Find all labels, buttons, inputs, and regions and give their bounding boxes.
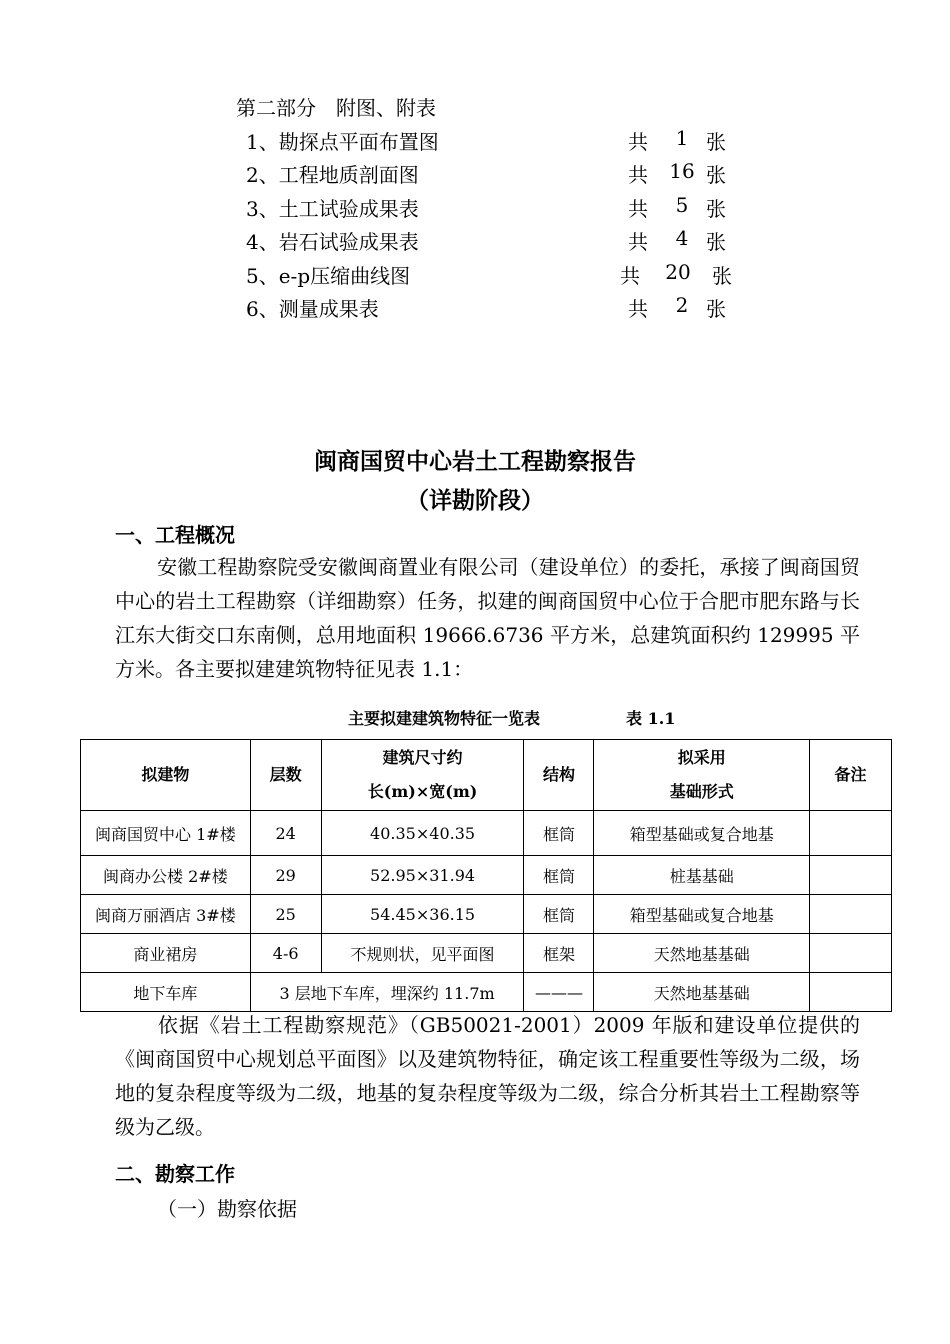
cell-floors: 25 (250, 895, 321, 934)
appendix-item (246, 260, 746, 290)
section-heading: 二、勘察工作 (115, 1162, 235, 1186)
cell-building: 商业裙房 (81, 934, 251, 973)
header-size (321, 740, 524, 811)
report-subtitle: （详勘阶段） (406, 487, 544, 514)
cell-size: 不规则状，见平面图 (321, 934, 524, 973)
appendix-item-unit: 张 (706, 297, 726, 321)
appendix-item-prefix: 共 (628, 130, 648, 154)
header-size-line1: 建筑尺寸约 (382, 748, 463, 767)
appendix-item (246, 126, 746, 156)
subsection-heading: （一）勘察依据 (157, 1197, 297, 1221)
table-row (81, 934, 892, 973)
header-size-line2: 长(m)×宽(m) (367, 782, 478, 801)
paragraph-basis-text: 依据《岩土工程勘察规范》（GB50021-2001）2009 年版和建设单位提供的《闽商国贸中心规划总平面图》以及建筑物特征，确定该工程重要性等级为二级，场地的复杂程度等级为二级，地基的复杂程度等级为二级，综合分析其岩土工程勘察等级为乙级。 (115, 1013, 860, 1139)
appendix-heading: 第二部分 附图、附表 (236, 96, 436, 120)
appendix-item-name: 1、勘探点平面布置图 (246, 130, 439, 154)
cell-structure: 框筒 (524, 895, 594, 934)
cell-structure: 框筒 (524, 811, 594, 856)
cell-floors: 4-6 (250, 934, 321, 973)
cell-remarks (810, 934, 892, 973)
header-building: 拟建物 (81, 740, 251, 811)
header-remarks: 备注 (810, 740, 892, 811)
cell-building: 闽商万丽酒店 3#楼 (81, 895, 251, 934)
cell-foundation: 天然地基基础 (594, 973, 810, 1012)
cell-structure: 框筒 (524, 856, 594, 895)
cell-remarks (810, 895, 892, 934)
table-row (81, 973, 892, 1012)
paragraph-overview (115, 550, 860, 686)
appendix-item-prefix: 共 (620, 264, 640, 288)
appendix-item-prefix: 共 (628, 297, 648, 321)
appendix-item (246, 193, 746, 223)
table-row (81, 811, 892, 856)
cell-building: 闽商办公楼 2#楼 (81, 856, 251, 895)
cell-structure-dash: ——— (524, 973, 594, 1012)
cell-size: 54.45×36.15 (321, 895, 524, 934)
appendix-item-name: 3、土工试验成果表 (246, 197, 419, 221)
appendix-item-count: 4 (675, 226, 689, 250)
appendix-item-name: 6、测量成果表 (246, 297, 379, 321)
table-row (81, 856, 892, 895)
appendix-item-name: 2、工程地质剖面图 (246, 163, 419, 187)
cell-remarks (810, 856, 892, 895)
appendix-item-unit: 张 (706, 130, 726, 154)
table-header-row (81, 740, 892, 811)
table-caption: 主要拟建建筑物特征一览表 (348, 709, 541, 728)
appendix-item-count: 5 (675, 193, 689, 217)
appendix-item-prefix: 共 (628, 230, 648, 254)
appendix-item (246, 293, 746, 323)
report-title: 闽商国贸中心岩土工程勘察报告 (314, 448, 636, 475)
cell-size: 52.95×31.94 (321, 856, 524, 895)
buildings-table (80, 739, 892, 1012)
cell-building: 地下车库 (81, 973, 251, 1012)
appendix-item-unit: 张 (706, 163, 726, 187)
appendix-item-count: 16 (669, 159, 695, 183)
appendix-item-unit: 张 (706, 197, 726, 221)
appendix-item (246, 159, 746, 189)
appendix-item-unit: 张 (712, 264, 732, 288)
header-foundation (594, 740, 810, 811)
cell-size: 40.35×40.35 (321, 811, 524, 856)
appendix-item (246, 226, 746, 256)
section-heading: 一、工程概况 (115, 523, 235, 547)
paragraph-overview-text: 安徽工程勘察院受安徽闽商置业有限公司（建设单位）的委托，承接了闽商国贸中心的岩土工程勘察（详细勘察）任务，拟建的闽商国贸中心位于合肥市肥东路与长江东大街交口东南侧，总用地面积 19666.6736 平方米，总建筑面积约 129995 平方米。各主要拟建建筑物特征见表 1.1： (115, 555, 860, 681)
cell-merged: 3 层地下车库，埋深约 11.7m (250, 973, 524, 1012)
header-floors: 层数 (250, 740, 321, 811)
appendix-item-count: 20 (665, 260, 691, 284)
appendix-item-prefix: 共 (628, 163, 648, 187)
appendix-item-name: 5、e-p压缩曲线图 (246, 264, 411, 288)
header-foundation-line2: 基础形式 (669, 782, 734, 801)
cell-remarks (810, 811, 892, 856)
table-row (81, 895, 892, 934)
header-structure: 结构 (524, 740, 594, 811)
cell-floors: 29 (250, 856, 321, 895)
cell-building: 闽商国贸中心 1#楼 (81, 811, 251, 856)
appendix-item-prefix: 共 (628, 197, 648, 221)
appendix-item-name: 4、岩石试验成果表 (246, 230, 419, 254)
cell-floors: 24 (250, 811, 321, 856)
paragraph-basis (115, 1008, 860, 1144)
cell-foundation: 天然地基基础 (594, 934, 810, 973)
cell-foundation: 箱型基础或复合地基 (594, 811, 810, 856)
cell-remarks (810, 973, 892, 1012)
table-number: 表 1.1 (626, 709, 676, 728)
cell-structure: 框架 (524, 934, 594, 973)
appendix-item-unit: 张 (706, 230, 726, 254)
header-foundation-line1: 拟采用 (677, 748, 726, 767)
cell-foundation: 箱型基础或复合地基 (594, 895, 810, 934)
appendix-item-count: 1 (675, 126, 689, 150)
cell-foundation: 桩基基础 (594, 856, 810, 895)
appendix-item-count: 2 (675, 293, 689, 317)
